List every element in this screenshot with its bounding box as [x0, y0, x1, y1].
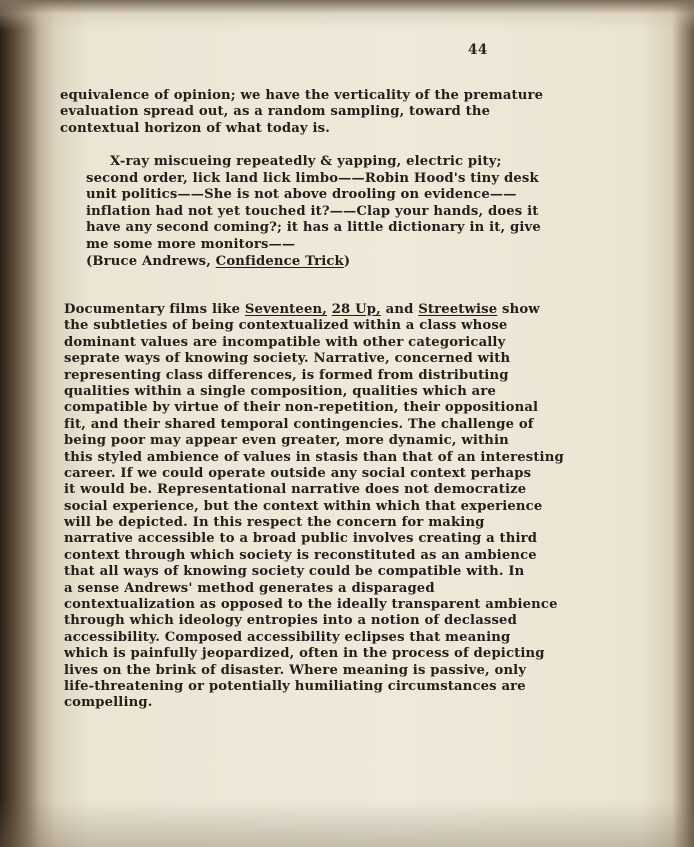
- body-line: this styled ambience of values in stasis than that of an interesting: [64, 449, 564, 465]
- body-line: dominant values are incompatible with other categorically: [64, 334, 506, 350]
- body-line: social experience, but the context within which that experience: [64, 498, 543, 514]
- body-line: it would be. Representational narrative does not democratize: [64, 482, 527, 498]
- quote-line: have any second coming?; it has a little dictionary in it, give: [86, 220, 541, 236]
- film-title-streetwise: Streetwise: [418, 302, 498, 317]
- body-line: life-threatening or potentially humiliating circumstances are: [64, 678, 526, 694]
- body-line: representing class differences, is formed from distributing: [64, 367, 509, 383]
- body-line: the subtleties of being contextualized within a class whose: [64, 318, 508, 334]
- body-line: will be depicted. In this respect the concern for making: [64, 515, 485, 531]
- quote-line: second order, lick land lick limbo——Robin Hood's tiny desk: [86, 170, 539, 186]
- body-line: a sense Andrews' method generates a disparaged: [64, 580, 435, 596]
- body-line-first: [64, 302, 564, 318]
- body-sep: and: [380, 302, 419, 317]
- page-number: 44: [468, 42, 488, 58]
- body-line: that all ways of knowing society could be compatible with. In: [64, 564, 525, 580]
- body-line: accessibility. Composed accessibility eclipses that meaning: [64, 629, 511, 645]
- body-line: fit, and their shared temporal contingencies. The challenge of: [64, 416, 534, 432]
- film-title-28-up: 28 Up,: [331, 302, 381, 317]
- intro-line: evaluation spread out, as a random sampling, toward the: [60, 104, 491, 120]
- citation-close: ): [343, 253, 351, 269]
- citation-open: (Bruce Andrews,: [86, 253, 216, 269]
- body-line: context through which society is reconstituted as an ambience: [64, 547, 537, 563]
- body-line: compelling.: [64, 695, 153, 711]
- body-line: contextualization as opposed to the ideally transparent ambience: [64, 597, 558, 613]
- page-bottom-shadow: [0, 800, 694, 847]
- intro-paragraph: [60, 88, 543, 137]
- body-line: being poor may appear even greater, more dynamic, within: [64, 433, 509, 449]
- body-line: qualities within a single composition, qualities which are: [64, 383, 497, 399]
- body-line: compatible by virtue of their non-repetition, their oppositional: [64, 400, 539, 416]
- body-line: lives on the brink of disaster. Where meaning is passive, only: [64, 662, 527, 678]
- quote-citation: [86, 254, 541, 271]
- quote-line: X-ray miscueing repeatedly & yapping, electric pity;: [110, 154, 502, 169]
- body-paragraph: [64, 302, 564, 712]
- page-top-shadow: [0, 0, 694, 30]
- body-line: career. If we could operate outside any social context perhaps: [64, 465, 532, 481]
- intro-line: contextual horizon of what today is.: [60, 120, 330, 136]
- quote-line: me some more monitors——: [86, 236, 296, 252]
- body-line: through which ideology entropies into a notion of declassed: [64, 613, 517, 629]
- citation-title: Confidence Trick: [215, 253, 344, 269]
- intro-line: equivalence of opinion; we have the verticality of the premature: [60, 88, 544, 103]
- body-line: which is painfully jeopardized, often in the process of depicting: [64, 646, 545, 662]
- body-line: seprate ways of knowing society. Narrative, concerned with: [64, 351, 511, 367]
- body-line-pre: Documentary films like: [64, 302, 245, 317]
- body-line-post: show: [497, 302, 540, 317]
- quote-line: inflation had not yet touched it?——Clap your hands, does it: [86, 203, 539, 219]
- quote-line: unit politics——She is not above drooling on evidence——: [86, 187, 517, 203]
- film-title-seventeen: Seventeen,: [244, 302, 327, 317]
- block-quote: [86, 154, 541, 270]
- body-line: narrative accessible to a broad public involves creating a third: [64, 531, 538, 547]
